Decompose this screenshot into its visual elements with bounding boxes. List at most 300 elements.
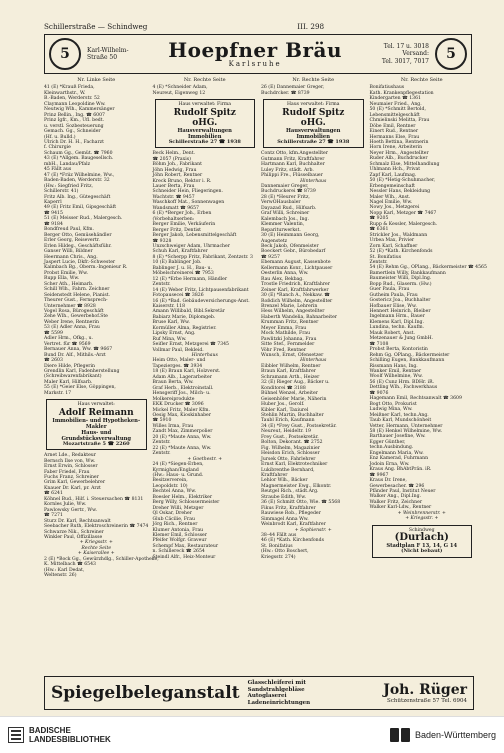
directory-entry: (Hf. u. Bulld.) <box>44 134 76 140</box>
directory-entry: Lundina, techn. Kaufm. <box>369 325 425 331</box>
directory-entry: Geisenhöfer Marie, Näherin <box>261 396 327 402</box>
directory-entry: Schuh Karl, Kraftfahrer <box>152 249 208 255</box>
directory-entry: Enz Kamerad, Fuhrmann <box>369 456 429 462</box>
directory-entry: St. Bonifatius <box>261 543 293 549</box>
directory-entry: Bernauer Anna, Ww. ☎ 9667 <box>44 347 113 353</box>
directory-entry: Lebensmittelgeschäft <box>369 112 420 118</box>
directory-entry: 6 (E) *Berger Joh., Erben <box>152 211 212 217</box>
directory-entry: Wunsch, Ernst, Ofensetzer <box>261 353 324 359</box>
directory-entry: (Hw.: Karl Dedat, <box>44 567 85 573</box>
directory-entry: Probst Emilie, Ww. <box>44 270 88 276</box>
directory-entry: 30 (E) *Ranch A., Nekkaw. ☎ <box>261 293 331 299</box>
directory-entry: 26 (E) Dannemaier Greger, <box>261 85 325 91</box>
directory-entry: Gostericz Joa., Buchhalter <box>369 298 431 304</box>
directory-entry: Walker Karl-Ldw., Rentner <box>369 505 432 511</box>
directory-entry: Hess Wilhelm, Angestellter <box>261 309 325 315</box>
directory-entry: Trostle Friedrich, Kraftfahrer <box>261 282 330 288</box>
directory-entry: Lukibrenthe Bernhard, <box>261 467 315 473</box>
directory-entry: Dayazad Rud., Hilfsarb. <box>261 205 317 211</box>
directory-entry: Rauwiese Rob., Pflegeder <box>261 511 321 517</box>
directory-entry: Schilling Eugen, Bankkaufmann <box>369 358 445 364</box>
directory-entry: Zentstr. <box>369 259 388 265</box>
directory-entry: Hoeth Bettina, Rentnerin <box>369 139 429 145</box>
directory-entry: Walker Fritz, Zeichner <box>369 499 423 505</box>
directory-entry: + Kriegsstr. + <box>79 540 113 546</box>
property-manager-text: oHG. <box>300 117 326 128</box>
directory-entry: Reutgel Rich., städt.Arg. <box>261 489 319 495</box>
directory-entry: 47 (E) *Friiz Wilhelmine, Ww., <box>44 172 115 178</box>
directory-entry: f. Chirurgie <box>44 145 71 151</box>
directory-entry: ☎ 5599 <box>44 330 63 336</box>
directory-entry: Oesterlin Anna, Ww. <box>261 271 309 277</box>
directory-entry: Eibbler Wilhelm, Rentner <box>261 363 321 369</box>
property-manager-box <box>263 99 364 148</box>
directory-entry: Adler Hrm., Ofkg., u. <box>44 336 94 342</box>
directory-entry: Prinz Igfr., Km., Ufl. bedt. <box>44 118 105 124</box>
directory-entry: Markstr. 17 <box>44 390 72 396</box>
directory-entry: Bolton, Dekorant. ☎ 2752 <box>261 440 323 446</box>
ad-company-block <box>383 683 467 704</box>
directory-entry: Zentstr. <box>152 440 171 446</box>
directory-entry: Magnermeister Ewg., Elkontr. <box>261 483 332 489</box>
directory-entry: Hagemann Emil, Rechtsanwalt ☎ 3609 <box>369 396 462 402</box>
brewery-brand <box>135 40 376 68</box>
directory-entry: n. Schillereck ☎ 2654 <box>152 549 205 555</box>
directory-entry: Hennert Heinrich, Bleiber <box>369 309 431 315</box>
directory-entry: Willes Irma, Frau <box>152 423 194 429</box>
directory-entry: Philippi Fre., Flüsselbauer <box>261 173 323 179</box>
directory-entry: Kraftfahrer <box>261 473 288 478</box>
directory-entry: Hensgeriff Jos., Milch- u. <box>152 391 211 397</box>
directory-entry: Winkler Paul, Offizillasse <box>44 534 103 540</box>
directory-entry: Klemens Karl, Dipl.Ing. <box>369 319 424 325</box>
ad-headline: Spiegelbeleganstalt <box>51 683 240 703</box>
directory-entry: Lehlor Wlh., Bäcker <box>261 478 308 484</box>
directory-entry: Augenstetz <box>261 238 288 244</box>
directory-entry: Kraus Ang. BhAbtPrän. iR. <box>369 467 432 473</box>
directory-entry: Repariturwerkst. <box>261 227 301 233</box>
directory-entry: Berg Willy, Schlossermeister <box>152 500 220 506</box>
library-logo[interactable] <box>8 726 111 745</box>
directory-entry: ☎ 9257 <box>261 254 280 260</box>
directory-entry: 16 (E) *Bad. Gebäudeversicherungs-Anst. <box>152 298 250 304</box>
directory-entry: Kreck Bruno, Rektor i. R. <box>152 178 212 184</box>
directory-entry: Zentstr. <box>152 451 171 457</box>
state-lions-icon <box>390 728 410 742</box>
directory-entry: Schillerstr. 41) <box>44 189 79 195</box>
directory-entry: 56 (E) Cunz Hrm. BDHr. iR. <box>369 379 435 385</box>
directory-entry: Zeiner Karl, Kraftfahrwerker <box>261 287 329 293</box>
property-manager-text: oHG. <box>192 117 218 128</box>
directory-entry: Beck Helm., Dent. <box>152 151 196 157</box>
directory-entry: Dannemaier Greger, <box>261 183 309 189</box>
directory-entry: Mauk Robert, Anst. <box>369 330 415 336</box>
directory-entry: 38–44 Fällt aus <box>261 532 297 538</box>
directory-entry: Glub Cäcilie, Frau <box>152 516 195 522</box>
directory-entry: 2 (E) *Bock Gg., Gewürzhdlg., Schiller-Apotheke, <box>44 556 159 562</box>
directory-entry: Ernst Karl, Elektrotechniker <box>261 462 328 468</box>
directory-entry: 4 (E) *Schneider Adam, <box>152 85 208 91</box>
directory-entry: 28 (E) *Heurer Fritz, <box>261 194 310 200</box>
directory-entry: Beck Jakob, Ofenmeister <box>261 243 319 249</box>
directory-entry: Rupp & Kessler, Malergesch. <box>369 221 438 227</box>
directory-entry: Engelmann Maria, Ww. <box>369 450 424 456</box>
directory-entry: Ql Oskar, Dreher <box>152 511 192 517</box>
directory-entry: Buchdruckerei ☎ 8739 <box>261 189 316 195</box>
header-page-number: III. 298 <box>297 22 325 31</box>
directory-entry: Kath. Krankenpflegestation <box>369 90 434 96</box>
directory-entry: Grim Karl, Gewerbelehrer <box>44 480 106 486</box>
directory-entry: Zapf Karl, Laufmag. <box>369 172 417 178</box>
directory-entry: Kellermann Konr., Lichtpauser <box>261 265 333 271</box>
directory-entry: Baumeister Willi, Dipl.Ing. <box>369 276 432 282</box>
directory-entry: Klemer Emil, Schlosser <box>152 532 207 538</box>
directory-entry: Graf Herb., Elektroinstall. <box>152 385 214 391</box>
directory-entry: 50 (E) *Hetig-Schuhmacher, <box>369 178 436 184</box>
directory-entry: Neutwig Wlh., Kammersänger <box>44 107 115 113</box>
directory-entry: Pfänder Paul, Institut Neuer <box>369 488 436 494</box>
directory-entry: Haberth Wandelia, Bahnarbeiter <box>261 314 337 320</box>
directory-entry: Grendlin Karl, Fadenherstellung <box>44 369 120 375</box>
directory-entry: Nagel Emilie, Ww. <box>369 199 413 205</box>
library-name: BADISCHE LANDESBIBLIOTHEK <box>29 725 111 744</box>
directory-entry: Neureut, Eigenweg 12 <box>152 90 206 96</box>
property-manager-text: Immobilien <box>188 133 222 140</box>
directory-entry: Amann Willibald, Bibl.Sekretär <box>152 309 225 315</box>
directory-entry: Ludwig Mina, Ww. <box>369 407 413 413</box>
directory-entry: Ruder Alb., Buchdrucker <box>369 156 428 162</box>
directory-entry: Tapezierges. ☎ 3934 <box>152 363 203 369</box>
directory-entry: Jöhn Hedwig, Frau <box>152 167 197 173</box>
directory-entry: Graf Willi, Schreiner <box>261 211 310 217</box>
directory-entry: Schneider Hein, Fliegeringen. <box>152 189 223 195</box>
directory-entry: Arnet Lde., Redakteur <box>44 453 96 459</box>
directory-entry: Hinterhaus <box>191 353 218 359</box>
directory-entry: 49 (E) Fritz Emil, Gipsgeschäft <box>44 205 117 211</box>
directory-entry: Berger Emilie, Verkäuferin <box>152 222 216 228</box>
directory-entry: Jöhn Robert, Rentner <box>152 173 203 179</box>
directory-column <box>153 78 258 579</box>
directory-entry: Kraus Dr. Irene, <box>369 478 407 484</box>
directory-entry: Bernsch Ilse von, Ww. <box>44 458 96 464</box>
directory-entry: Vertret. für ☎ 9569 <box>44 341 91 347</box>
directory-entry: Kaperrl <box>44 199 62 205</box>
property-manager-text: Haus verwaltet: Firma <box>178 102 232 108</box>
directory-entry: Waschkoff Mat., Sonnenwagen <box>152 200 225 206</box>
directory-entry: 12 (E) *Erbe Hermann, Händler <box>152 276 228 282</box>
directory-entry: Strickler Jos., Waldmann <box>369 232 428 238</box>
directory-entry: Stehlin Martin, Buchhalter <box>261 413 324 419</box>
directory-entry: Scher Ath., Heimarb. <box>44 281 94 287</box>
directory-entry: Zentstr. <box>152 282 171 288</box>
directory-entry: Boesler Helm., Elektriker <box>152 494 213 500</box>
directory-entry: Hartmann Karl, Buchhalter <box>261 162 325 168</box>
directory-entry: Wanker Emil, Rentner <box>369 369 422 375</box>
directory-entry: Erler Georg, Reisevertr. <box>44 238 100 244</box>
directory-entry: Dreher Willi, Metzger <box>152 505 204 511</box>
directory-entry: Kornles Julie, Ww. <box>44 502 87 508</box>
directory-entry: Bechtel Anna, Ww. <box>152 489 197 495</box>
property-manager-text: Haus verwaltet: Firma <box>286 102 340 108</box>
street-info-text: (Nicht bebaut) <box>401 548 443 555</box>
directory-entry: Weinbrodt Karl, Kraftfahrer <box>261 522 326 528</box>
directory-entry: ☎ 9967 <box>369 472 389 478</box>
directory-entry: Pawlitzki Johanna, Frau <box>261 336 317 342</box>
directory-entry: Ganser Willi, Bildner <box>44 249 93 255</box>
directory-entry: ☎ 2603 <box>44 358 63 364</box>
directory-entry: Taubl Erich, Kaufmann <box>261 418 315 424</box>
directory-entry: Nopp Karl, Metzger ☎ 7467 <box>369 210 437 216</box>
directory-entry: Simmagel Anna Ww. <box>261 516 309 522</box>
brewery-advertisement <box>44 34 472 74</box>
street-info-text: Stadtplan F 13, 14, G 14 <box>386 543 458 550</box>
directory-entry: Neureut, Heideltr. 19 <box>261 429 311 435</box>
column-heading: Nr. Rechte Seite <box>292 77 335 83</box>
directory-entry: ☎ 7108 <box>369 341 389 347</box>
directory-entry: Bund Dr. Alf., Mithils.-Arzt <box>44 352 106 358</box>
directory-entry: Einert Rud., Rentner <box>369 129 419 135</box>
library-icon <box>8 727 24 743</box>
directory-entry: 20 (E) *Maute Anna, Ww. <box>152 434 212 440</box>
directory-entry: Kyrmighan/England <box>152 467 199 473</box>
directory-entry: Brenzel Marie, Lehrerin <box>261 303 318 309</box>
directory-entry: Fuchs Franz, Schreiner <box>44 475 99 480</box>
property-manager-text: Haus- und Grundstücksverwaltung <box>61 429 131 442</box>
directory-entry: 22 (E) *Maute Anna, Ww. <box>152 445 212 451</box>
directory-entry: Probst Berta, Kontoristin <box>369 347 428 353</box>
directory-entry: Gutmann Fritz, Kraftfahrer <box>261 156 325 162</box>
directory-entry: Pawlowsky Gertr., Ww. <box>44 507 97 513</box>
directory-entry: Bablinger J. u. H., Bau- u. <box>152 265 212 271</box>
directory-entry: Kalmbach Bg., Oberm.-Ingenieur R. <box>44 265 128 271</box>
directory-entry: Guer Paula, Frau <box>369 287 410 293</box>
directory-entry: Knauer Dr. Karl, pr. Arzt <box>44 485 101 491</box>
directory-entry: 54 (E) Rehm Gg., OPlang., Bäckermeister ☎ 4565 <box>369 265 487 271</box>
directory-entry: Mickel Fritz, Maler Kfm. <box>152 407 210 413</box>
directory-entry: Sitte Stef., Fernmelder <box>261 342 315 348</box>
directory-entry: 51 (E) Meisser Rud., Malergesch. <box>44 216 123 222</box>
directory-entry: 50 (E) *Schmitt Bertold, <box>369 107 426 113</box>
directory-entry: Rechte Seite <box>81 545 112 551</box>
directory-entry: Ernst Erwin, Schlosser <box>44 464 98 470</box>
directory-entry: Besitzerverein, <box>152 478 188 484</box>
directory-entry: Rissmann Hans, Ing. <box>369 363 418 369</box>
property-manager-text: Hausverwaltungen <box>286 127 341 134</box>
directory-entry: 41 (E) *Krauß Frieda, <box>44 85 95 91</box>
directory-entry: Jaspert Lucie, Dkfr.-Schwester <box>44 259 116 265</box>
directory-entry: Woolf Wilhelmine, Ww. <box>369 374 423 380</box>
directory-entry: + Kriegsstr. + <box>405 516 439 522</box>
directory-entry: Kalembach Jos., Ing. <box>261 216 309 222</box>
directory-entry: Zehe Wlh., Gewerbehof.Ste <box>44 314 108 320</box>
ad-company-address: Schützenstraße 57 Tel. 6904 <box>387 697 467 704</box>
ad-services: Glasschleiferei mit Sandstrahlgebläse Autoglaserei Ladeneinrichtungen <box>247 680 311 706</box>
directory-entry: Walker Ang., Dipl.Ing. <box>369 494 421 500</box>
ad-company-name: Joh. Rüger <box>383 681 467 698</box>
directory-entry: Steindl Alfr., Heiz-Monteur <box>152 554 216 560</box>
directory-entry: Ebemann August, Kassenbote <box>261 260 331 266</box>
directory-entry: Diere Hilde, Pflegerin <box>44 363 95 369</box>
directory-entry: Meißner Karl, techn.Ang. <box>369 412 429 418</box>
directory-entry: EKK Drucker ☎ 3096 <box>152 402 204 408</box>
directory-entry: Krumman Fritz, Rentner <box>261 320 319 326</box>
directory-entry: Heisdon Erich, Schlosser <box>261 451 320 457</box>
directory-entry: Dettling Wlh., Fachwerkhaus <box>369 385 438 391</box>
directory-entry: ☎ 9328 <box>152 238 172 244</box>
directory-entry: 10 (E) Bablinger Job. <box>152 260 202 266</box>
digitization-footer <box>0 716 504 753</box>
directory-entry: Hofbauer Elise, Ww. <box>369 303 417 309</box>
directory-entry: Fig. Wilhelm, Magazinier <box>261 445 320 451</box>
directory-entry: Heim Otto, Maler- und <box>152 358 206 364</box>
directory-entry: Bühnel Wenzel, Arbeiter <box>261 391 318 397</box>
column-heading: Nr. Rechte Seite <box>183 77 226 83</box>
directory-entry: (Hw.: Haus- u. Grund. <box>152 473 204 478</box>
directory-entry: Kriegsstr. 274) <box>261 554 296 560</box>
directory-entry: 45 Fällt aus <box>44 167 72 173</box>
directory-entry: Boeckert Gebr., Bürobedarf <box>261 249 326 255</box>
directory-entry: 36 (E) Schmitt Otto, Wie. ☎ 5568 <box>261 500 341 506</box>
directory-entry: (Hw.: Siegfried Fritz, <box>44 183 93 189</box>
directory-entry: (Hw.: Otto Boschert, <box>261 549 309 555</box>
directory-entry: Huber Jos., Gerolf. <box>261 402 305 408</box>
directory-entry: Bondfreud Paul, Kfm. <box>44 227 94 233</box>
page-header <box>44 22 474 31</box>
directory-entry: Neumaier Fried., Ang. <box>369 101 422 107</box>
column-heading: Nr. Linke Seite <box>77 77 116 83</box>
property-manager-text: Mozartstraße 5 ☎ 2260 <box>62 440 130 447</box>
mirror-factory-advertisement <box>44 676 474 710</box>
directory-entry: Lipsky Ernst, Ang. <box>152 331 196 337</box>
directory-entry: Böhm Joh., Fabrikant <box>152 162 202 168</box>
brewery-phone: Tel. 17 u. 3018 Versand: Tel. 3017, 7017 <box>381 42 429 65</box>
directory-entry: Theurer Gust., Fernsprech- <box>44 298 108 304</box>
directory-entry: Ingelmann Hrm., Bauer <box>369 314 425 320</box>
directory-entry: Kormüller Alma, Registrier. <box>152 325 217 331</box>
directory-entry: Frey Gust., Postsekretär. <box>261 434 319 440</box>
directory-entry: Weltenstr. 26) <box>44 573 77 579</box>
directory-entry: Bruse Karl, Ww. <box>152 320 190 326</box>
directory-entry: Unternehmer ☎ 8928 <box>44 303 96 309</box>
directory-entry: + Sophienstr. + <box>294 527 332 533</box>
directory-entry: Berger Fritz, Dentist <box>152 227 202 233</box>
directory-entry: Hermanns Else, Frau <box>369 134 420 140</box>
directory-columns <box>44 77 487 579</box>
directory-entry: Luley Fritz, städt. Arb. <box>261 167 314 173</box>
brewery-logo-right: 5 <box>435 38 467 70</box>
directory-entry: u. verstl. Sozbesteuerung <box>44 123 104 129</box>
directory-entry: + Kaiserallee + <box>77 551 115 557</box>
directory-entry: Vetter, Hermann, Unternehmer <box>369 423 443 429</box>
directory-column <box>261 78 366 579</box>
directory-column <box>44 77 159 579</box>
directory-entry: Erlen Hildeg., Geschäftsführ. <box>44 243 112 249</box>
directory-entry: Unzschweiger Adam, Uhrmacher <box>152 243 230 249</box>
directory-entry: Chmielinski Melitta, Frau <box>369 118 430 124</box>
state-logo[interactable] <box>390 728 496 742</box>
directory-entry: 18 (E) Braun Karl, Holzverst. <box>152 369 221 375</box>
directory-entry: Konditorei ☎ 3188 <box>261 385 306 391</box>
street-info-text: (Durlach) <box>394 532 449 544</box>
directory-entry: Mock Mathilde, Frau <box>261 331 311 337</box>
directory-entry: VerwOHausbaler <box>261 200 301 206</box>
directory-entry: Schaum Gg., Gemüt. ☎ 7960 <box>44 150 113 156</box>
directory-entry: ☎ 6361 <box>369 227 389 233</box>
directory-entry: Wandsmatt ☎ 9657 <box>152 205 199 211</box>
directory-entry: 32 (E) Rieger Aug., Bäcker u. <box>261 380 330 386</box>
directory-entry: ☎ 5910 <box>152 418 172 424</box>
directory-entry: Roßdich Wilhelm, Angestellter <box>261 298 333 304</box>
directory-entry: Bopp Rud., Glaserm. (Hw.) <box>369 281 432 287</box>
directory-entry: ☎ 9205 <box>369 216 389 222</box>
directory-entry: Berger Jakob, Lebensmittelgeschäft <box>152 233 237 239</box>
directory-entry: Barthauer Josefine, Ww. <box>369 434 426 440</box>
directory-entry: Seifler Ernst, Metzgerei ☎ 7345 <box>152 342 229 348</box>
directory-entry: Urbea Max, Privier <box>369 238 415 244</box>
directory-entry: Pfeifer Wolfgr. Graveur <box>152 538 207 544</box>
state-name: Baden-Württemberg <box>414 730 496 740</box>
directory-entry: Zorn Karl, Schaffner <box>369 243 418 249</box>
directory-entry: Kindergarten ☎ 1361 <box>369 96 421 102</box>
directory-entry: mbH., Landau/Pfalz <box>44 161 91 167</box>
street-info-box <box>372 525 473 558</box>
directory-entry: Hinterhaus <box>300 358 327 364</box>
directory-entry: Claymann Leopoldine Ww. <box>44 101 106 107</box>
directory-entry: Maler Karl, Hilfsarb. <box>44 379 93 385</box>
property-manager-text: Rudolf Spitz <box>282 107 345 118</box>
directory-entry: ☎ 7271 <box>44 513 63 519</box>
directory-entry: Jursek Otto, Fahrlehrer <box>261 456 316 462</box>
property-manager-text: Schillerstraße 27 ☎ 1938 <box>168 138 241 145</box>
directory-entry: (Schreibwarenfabrikant) <box>44 374 102 380</box>
directory-entry: ☎ 9184 <box>44 221 63 227</box>
property-manager-box <box>46 399 147 450</box>
directory-entry: Heermann Chris., Ang. <box>44 254 98 260</box>
directory-entry: Straube Edith, Ww. <box>261 494 307 500</box>
property-manager-text: Immobilien- und Hypotheken-Makler <box>52 417 141 430</box>
property-manager-text: Schillerstraße 27 ☎ 1938 <box>277 138 350 145</box>
directory-entry: Nessler Hans, Bekleidung <box>369 189 431 195</box>
header-street-range: Schillerstraße — Schindweg <box>44 22 148 31</box>
property-manager-box <box>155 99 256 148</box>
directory-entry: Schwarze Nik., Schreiner <box>44 529 104 535</box>
directory-entry: Lauer Berta, Frau <box>152 183 195 189</box>
property-manager-text: Haus verwaltet: <box>77 402 115 408</box>
directory-entry: ☎ 6241 <box>44 491 63 497</box>
directory-entry: Köhnel Bud., Hilf. i. Steuersachen ☎ 8131 <box>44 496 144 502</box>
directory-entry: Zandt Max, Zimmerpolier <box>152 429 213 435</box>
property-manager-text: Hausverwaltungen <box>177 127 232 134</box>
directory-entry: B.-Baden, Werderstr. 52 <box>44 96 100 102</box>
property-manager-text: Rudolf Spitz <box>173 107 236 118</box>
directory-entry: Molkereiprodukte <box>152 396 195 402</box>
property-manager-text: Immobilien <box>296 133 330 140</box>
directory-entry: Ulrich Dr. H. H., Facharzt <box>44 139 104 145</box>
brewery-logo: 5 <box>49 38 81 70</box>
directory-entry: Kleinwarthstr., W. <box>44 90 86 96</box>
directory-entry: 24 (E) *Siegen-Erben, <box>152 462 204 468</box>
directory-entry: Rau Alex, Bekbag. <box>261 276 304 282</box>
directory-entry: Bogt Otto, Prokurist <box>369 401 417 407</box>
brewery-address: Karl-Wilhelm- Straße 50 <box>87 47 129 61</box>
directory-entry: Weber Irene, Rentnerin <box>44 319 99 325</box>
directory-entry: Schramann Arth., Heizer <box>261 374 320 380</box>
street-info-text: Schindweg <box>408 527 435 533</box>
directory-entry: + Goethestr. + <box>187 456 223 462</box>
brewery-city: Karlsruhe <box>228 60 282 68</box>
directory-entry: techn.Ausbindung. <box>369 445 414 451</box>
directory-entry: Fritz Alb. Ing., Gütegeschäft <box>44 194 111 200</box>
